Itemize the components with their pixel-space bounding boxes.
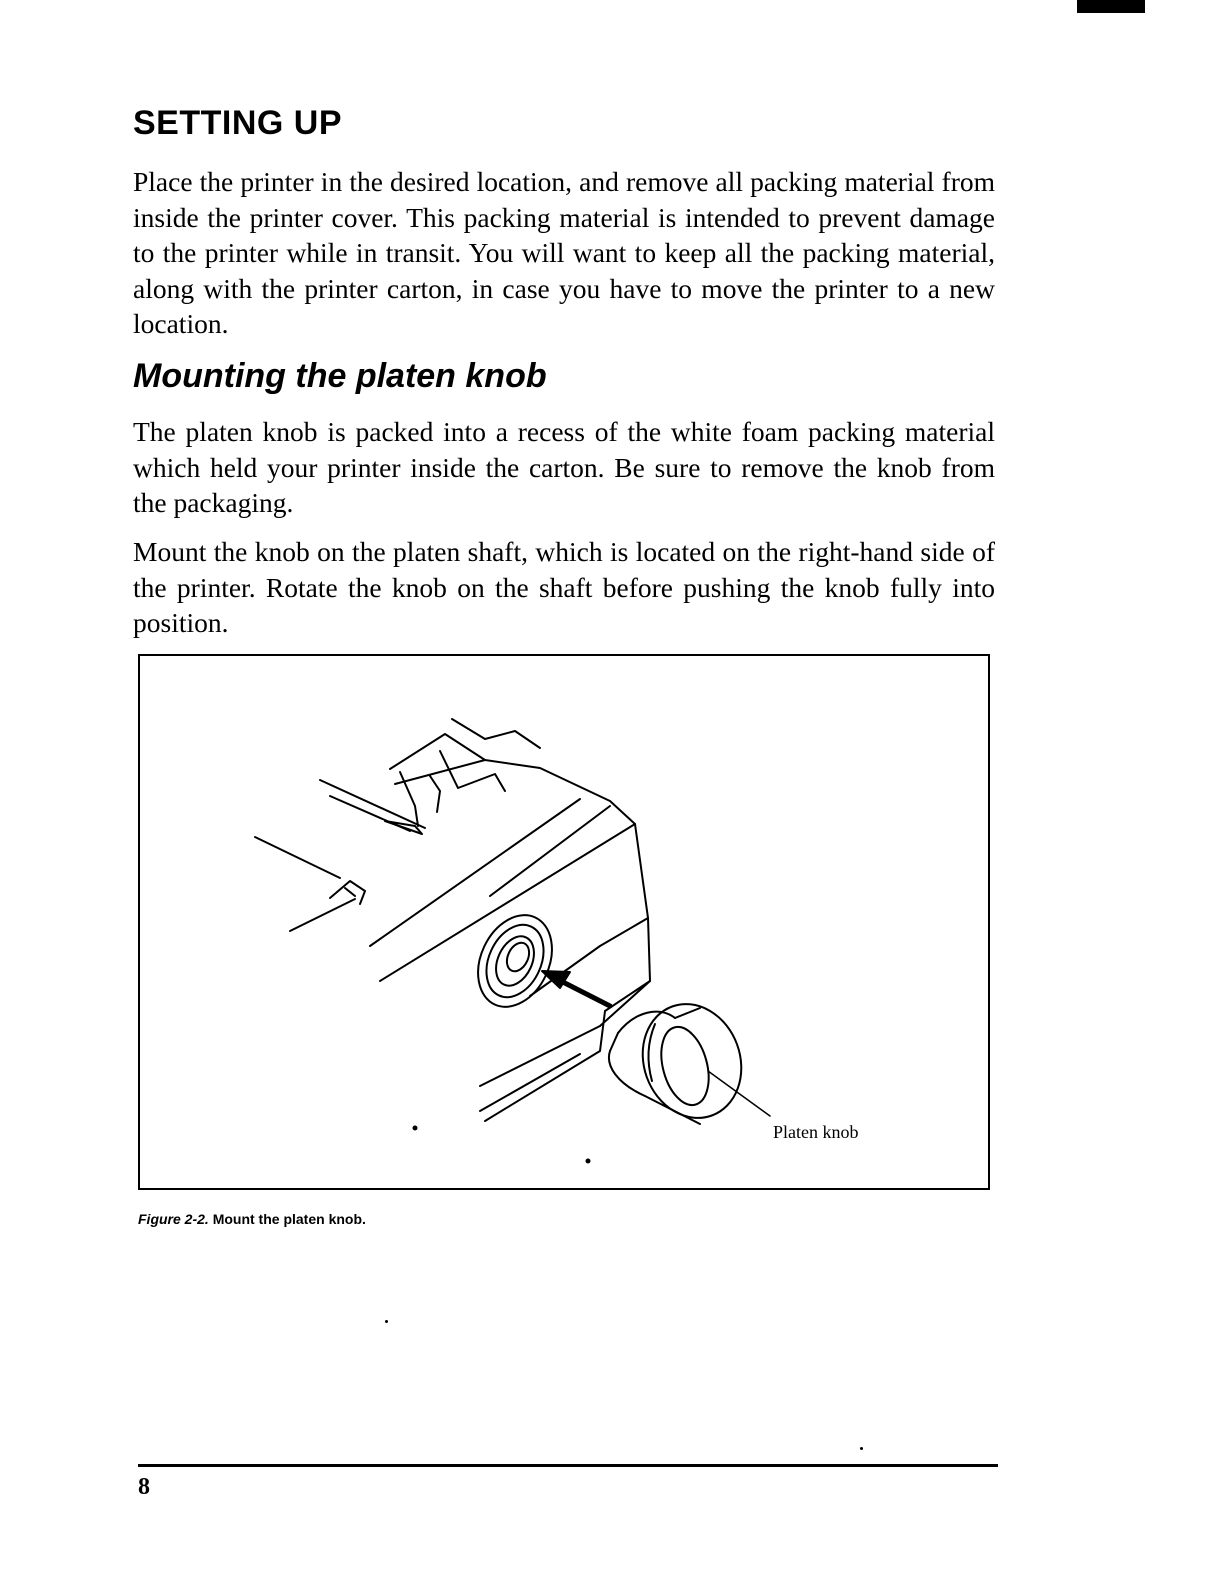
section-heading: SETTING UP: [133, 104, 343, 142]
figure-number: Figure 2-2.: [138, 1211, 209, 1227]
scan-speck: [385, 1320, 388, 1323]
paragraph-mount-knob: Mount the knob on the platen shaft, which is located on the right-hand side of the printer. Rotate the knob on the shaft before pushing the knob fully into position.: [133, 536, 995, 638]
figure-caption-text: Mount the platen knob.: [212, 1211, 366, 1227]
figure-caption: [138, 1211, 366, 1227]
figure-platen-knob: [138, 654, 990, 1190]
corner-registration-mark: [1077, 0, 1145, 13]
subsection-heading: Mounting the platen knob: [133, 357, 547, 395]
scan-speck: [860, 1447, 863, 1450]
printer-illustration: [140, 656, 992, 1192]
paragraph-knob-packaging: The platen knob is packed into a recess of the white foam packing material which held your printer inside the carton. Be sure to remove the knob from the packaging.: [133, 416, 995, 518]
paragraph-setting-up: Place the printer in the desired location, and remove all packing material from inside the printer cover. This packing material is intended to prevent damage to the printer while in transit. You will want to keep all the packing material, along with the printer carton, in case you have to move the printer to a new location.: [133, 166, 995, 339]
platen-knob-callout: Platen knob: [773, 1122, 859, 1142]
footer-rule: [138, 1464, 998, 1467]
page-number: 8: [138, 1474, 150, 1500]
